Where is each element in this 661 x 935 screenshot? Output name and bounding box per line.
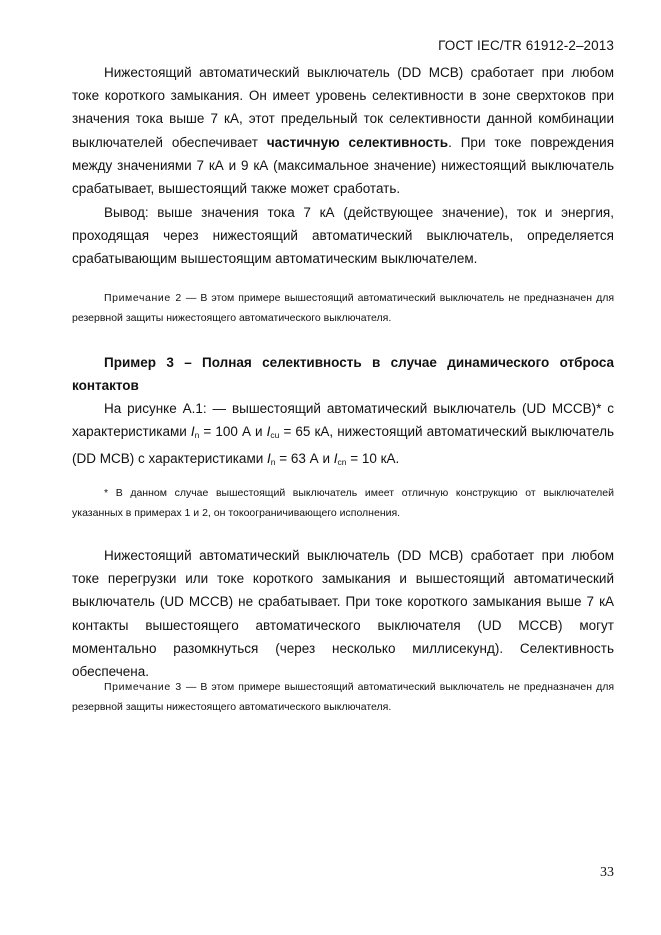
footnote-text: * В данном случае вышестоящий выключатель имеет отличную конструкцию от выключателей указанных в примерах 1 и 2, он токоограничивающего исполнения. [72, 487, 614, 519]
paragraph-example-3-intro [72, 397, 614, 475]
example-3-heading: Пример 3 – Полная селективность в случае динамического отброса контактов [72, 355, 614, 394]
paragraph-text-end: . При токе повреждения между значениями 7 кА и 9 кА (максимальное значение) нижестоящий выключатель срабатывает, вышестоящий также может сработать. [72, 134, 615, 197]
standard-header: ГОСТ IEC/TR 61912-2–2013 [438, 38, 614, 53]
value-in-downstream: = 63 А и [275, 451, 334, 467]
symbol-in-downstream: I [267, 451, 271, 467]
paragraph-conclusion [72, 201, 614, 271]
paragraph-text-start: Нижестоящий автоматический выключатель (DD MCB) сработает при любом токе короткого замыкания. Он имеет уровень селективности в зоне сверхтоков при значения тока выше 7 кА, этот предельный ток селективности данной комбинации выключателей обеспечивает [72, 65, 614, 150]
note-3-text: — В этом примере вышестоящий автоматический выключатель не предназначен для резервной защиты нижестоящего автоматического выключателя. [72, 681, 615, 713]
subscript-n: n [194, 430, 200, 441]
symbol-icu: I [266, 424, 271, 440]
conclusion-text: Вывод: выше значения тока 7 кА (действующее значение), ток и энергия, проходящая через нижестоящий автоматический выключатель, определяется срабатывающим вышестоящим автоматическим выключателем. [72, 205, 614, 267]
full-selectivity-text: Нижестоящий автоматический выключатель (DD MCB) сработает при любом токе перегрузки или токе короткого замыкания и вышестоящий автоматический выключатель (UD MCCB) не срабатывает. При токе короткого замыкания выше 7 кА контакты вышестоящего автоматического выключателя (UD MCCB) могут моментально разомкнуться (через несколько миллисекунд). Селективность обеспечена. [72, 548, 614, 680]
symbol-icn: I [333, 451, 338, 467]
paragraph-full-selectivity [72, 544, 614, 683]
note-2 [72, 289, 614, 328]
symbol-in-upstream: I [190, 424, 195, 440]
subscript-cu: cu [270, 430, 280, 441]
value-in-upstream: = 100 А и [199, 424, 267, 440]
bold-term-partial-selectivity: частичную селективность [266, 134, 449, 150]
example-3-intro-text: На рисунке А.1: — вышестоящий автоматический выключатель (UD MCCB)* с характеристиками [72, 401, 614, 440]
value-icn: = 10 кА. [346, 451, 400, 467]
note-3 [72, 678, 614, 717]
page-number: 33 [600, 865, 614, 880]
footnote [72, 484, 614, 523]
note-2-label: Примечание 2 [104, 292, 182, 304]
paragraph-partial-selectivity [72, 61, 614, 200]
note-2-text: — В этом примере вышестоящий автоматический выключатель не предназначен для резервной защиты нижестоящего автоматического выключателя. [72, 292, 615, 324]
value-icu: = 65 кА, нижестоящий автоматический выключатель (DD MCB) с характеристиками [72, 424, 614, 467]
note-3-label: Примечание 3 [104, 681, 182, 693]
subscript-cn: cn [337, 457, 347, 468]
subscript-n-downstream: n [270, 457, 276, 468]
